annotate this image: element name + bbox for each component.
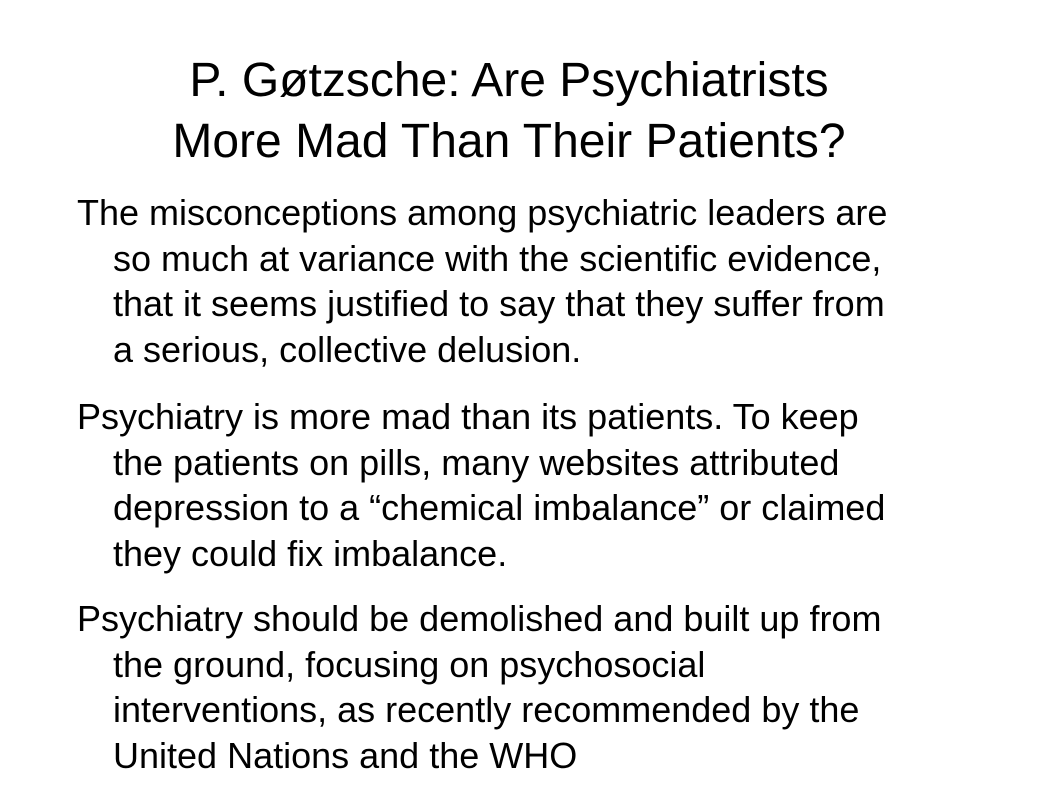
bullet-paragraph-1 <box>77 190 1037 372</box>
bullet-2-line-4: they could fix imbalance. <box>113 532 508 574</box>
bullet-paragraph-2 <box>77 394 1037 576</box>
bullet-2-line-1: Psychiatry is more mad than its patients. To keep <box>77 396 859 437</box>
bullet-3-line-1: Psychiatry should be demolished and built up from <box>77 598 882 639</box>
bullet-1-line-3: that it seems justified to say that they suffer from <box>113 283 885 325</box>
bullet-paragraph-3 <box>77 596 1037 778</box>
slide-title-line-1: P. Gøtzsche: Are Psychiatrists <box>189 54 829 107</box>
slide-title-line-2: More Mad Than Their Patients? <box>172 115 846 168</box>
bullet-3-line-3: interventions, as recently recommended by the <box>113 689 860 731</box>
bullet-2-line-3: depression to a “chemical imbalance” or claimed <box>113 487 886 529</box>
bullet-1-line-4: a serious, collective delusion. <box>113 328 582 370</box>
bullet-3-line-2: the ground, focusing on psychosocial <box>113 643 706 685</box>
bullet-2-line-2: the patients on pills, many websites attributed <box>113 441 840 483</box>
bullet-3-line-4: United Nations and the WHO <box>113 734 578 776</box>
slide-title <box>0 50 1018 172</box>
bullet-1-line-1: The misconceptions among psychiatric leaders are <box>77 192 888 233</box>
bullet-1-line-2: so much at variance with the scientific evidence, <box>113 237 882 279</box>
